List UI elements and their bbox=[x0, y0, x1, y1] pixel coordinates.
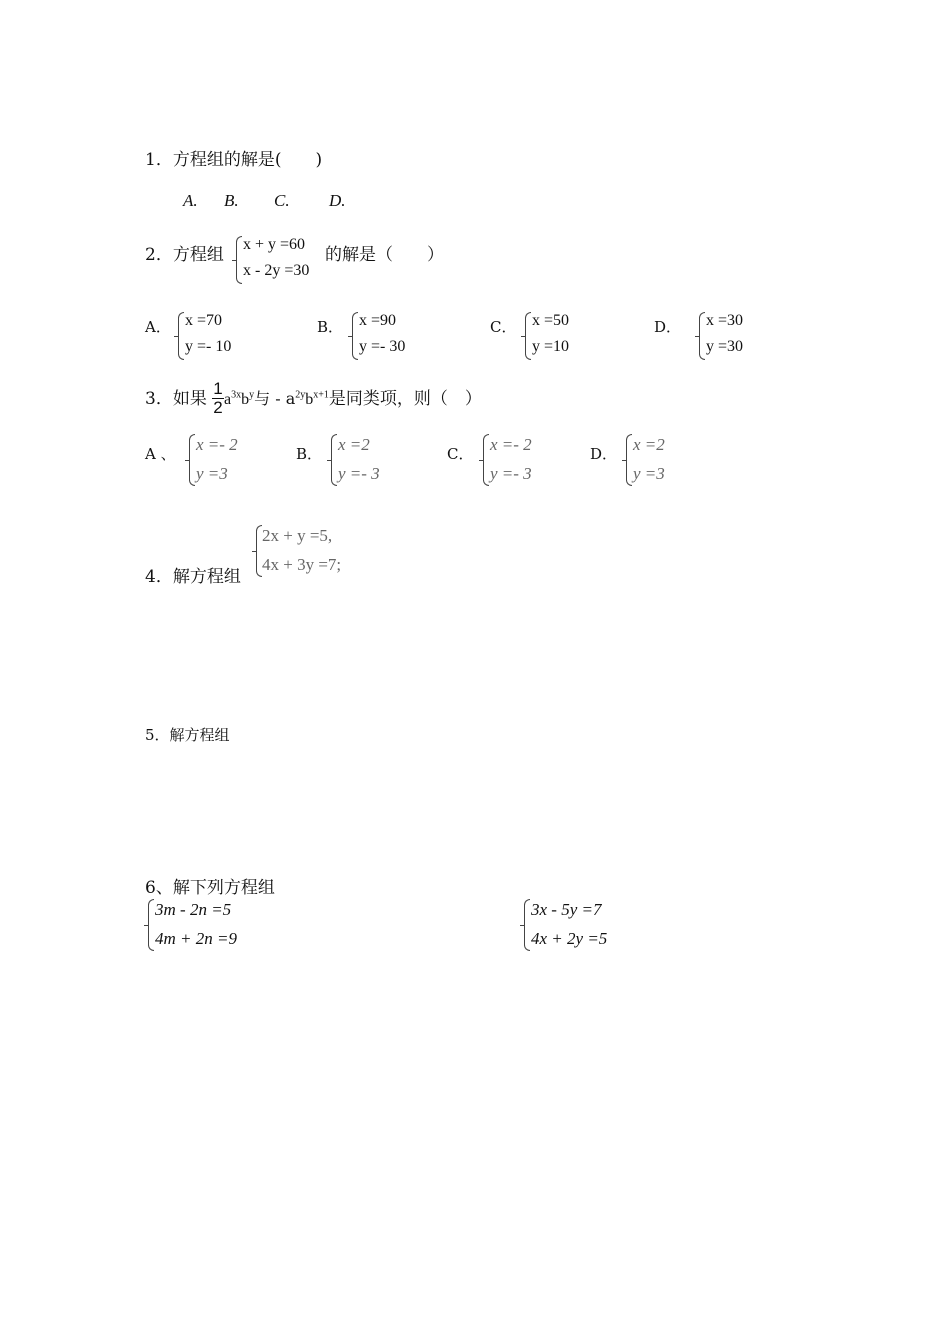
q3-option-a-brace bbox=[189, 434, 195, 486]
q3-term1-exp2: y bbox=[249, 389, 255, 401]
q2-option-c-brace bbox=[525, 312, 531, 360]
q2-option-c-system bbox=[532, 308, 569, 360]
q2-option-b-line-2: y =- 30 bbox=[359, 338, 406, 355]
q3-option-c-system bbox=[490, 430, 532, 488]
question-6-text: 6、解下列方程组 bbox=[145, 878, 275, 898]
q3-option-b-system bbox=[338, 430, 380, 488]
q3-expression bbox=[224, 384, 482, 409]
q1-option-d: D. bbox=[329, 191, 346, 210]
q3-fraction-denominator: 2 bbox=[213, 398, 223, 417]
q3-option-d-system bbox=[633, 430, 665, 488]
q1-option-b: B. bbox=[224, 191, 239, 210]
q2-option-d-brace bbox=[699, 312, 705, 360]
question-1-text: 1．方程组的解是( ) bbox=[145, 150, 323, 170]
question-5-text: 5．解方程组 bbox=[145, 726, 230, 744]
q3-option-b-line-2: y =- 3 bbox=[338, 464, 380, 483]
q2-system-brace bbox=[236, 236, 242, 284]
q6-system-2 bbox=[531, 895, 607, 953]
q3-option-d-brace bbox=[626, 434, 632, 486]
q3-term2-exp1: 2y bbox=[295, 389, 306, 401]
q3-term2-b: b bbox=[305, 391, 314, 408]
q4-system-line-1: 2x + y =5, bbox=[262, 526, 333, 545]
q3-option-c-brace bbox=[483, 434, 489, 486]
q6-system1-line-2: 4m + 2n =9 bbox=[155, 929, 237, 948]
q2-option-c-line-2: y =10 bbox=[532, 338, 570, 355]
q3-option-d-label: D． bbox=[590, 445, 618, 463]
q3-option-b-line-1: x =2 bbox=[338, 435, 370, 454]
q3-option-c-label: C． bbox=[447, 445, 474, 463]
q3-term1-a: a bbox=[224, 391, 232, 408]
q3-term1-b: b bbox=[241, 391, 250, 408]
q2-option-d-line-1: x =30 bbox=[706, 312, 744, 329]
q3-option-c-line-2: y =- 3 bbox=[490, 464, 532, 483]
q2-option-a-line-2: y =- 10 bbox=[185, 338, 232, 355]
q6-system-1 bbox=[155, 895, 237, 953]
q2-system bbox=[243, 232, 309, 284]
q3-fraction bbox=[212, 380, 224, 417]
q2-option-d-line-2: y =30 bbox=[706, 338, 744, 355]
q2-option-b-line-1: x =90 bbox=[359, 312, 397, 329]
q2-option-a-line-1: x =70 bbox=[185, 312, 223, 329]
question-2-suffix: 的解是（ ） bbox=[325, 245, 444, 265]
q6-system1-line-1: 3m - 2n =5 bbox=[155, 900, 232, 919]
q3-fraction-numerator: 1 bbox=[213, 379, 223, 398]
q6-system2-line-1: 3x - 5y =7 bbox=[531, 900, 602, 919]
question-3-prefix: 3．如果 bbox=[145, 389, 207, 409]
q2-option-a-label: A． bbox=[145, 318, 171, 336]
q6-system2-brace bbox=[524, 899, 530, 951]
q6-system1-brace bbox=[148, 899, 154, 951]
q1-option-c: C. bbox=[274, 191, 290, 210]
q2-option-a-system bbox=[185, 308, 231, 360]
q3-option-b-brace bbox=[331, 434, 337, 486]
q2-option-b-system bbox=[359, 308, 405, 360]
q6-system2-line-2: 4x + 2y =5 bbox=[531, 929, 608, 948]
q1-option-a: A. bbox=[183, 191, 198, 210]
q3-option-a-line-1: x =- 2 bbox=[196, 435, 238, 454]
q2-option-c-label: C． bbox=[490, 318, 517, 336]
q3-option-a-system bbox=[196, 430, 238, 488]
question-4-text: 4．解方程组 bbox=[145, 567, 241, 587]
q2-option-d-label: D． bbox=[654, 318, 682, 336]
q3-term2-exp2: x+1 bbox=[313, 389, 329, 401]
q2-option-b-brace bbox=[352, 312, 358, 360]
q3-option-d-line-1: x =2 bbox=[633, 435, 665, 454]
q3-mid: 与 - a bbox=[254, 389, 296, 408]
q2-option-a-brace bbox=[178, 312, 184, 360]
q2-option-c-line-1: x =50 bbox=[532, 312, 570, 329]
q3-option-c-line-1: x =- 2 bbox=[490, 435, 532, 454]
q3-option-d-line-2: y =3 bbox=[633, 464, 665, 483]
q3-term1-exp1: 3x bbox=[231, 389, 242, 401]
question-2-prefix: 2．方程组 bbox=[145, 245, 224, 265]
q4-system bbox=[262, 521, 341, 579]
q3-option-b-label: B． bbox=[296, 445, 323, 463]
q2-system-line-1: x + y =60 bbox=[243, 236, 306, 253]
q2-system-line-2: x - 2y =30 bbox=[243, 262, 310, 279]
q3-option-a-label: A 、 bbox=[145, 445, 176, 463]
q2-option-d-system bbox=[706, 308, 743, 360]
q4-system-line-2: 4x + 3y =7; bbox=[262, 555, 342, 574]
q2-option-b-label: B． bbox=[317, 318, 344, 336]
q3-option-a-line-2: y =3 bbox=[196, 464, 228, 483]
q3-suffix: 是同类项，则（ ） bbox=[328, 389, 482, 409]
